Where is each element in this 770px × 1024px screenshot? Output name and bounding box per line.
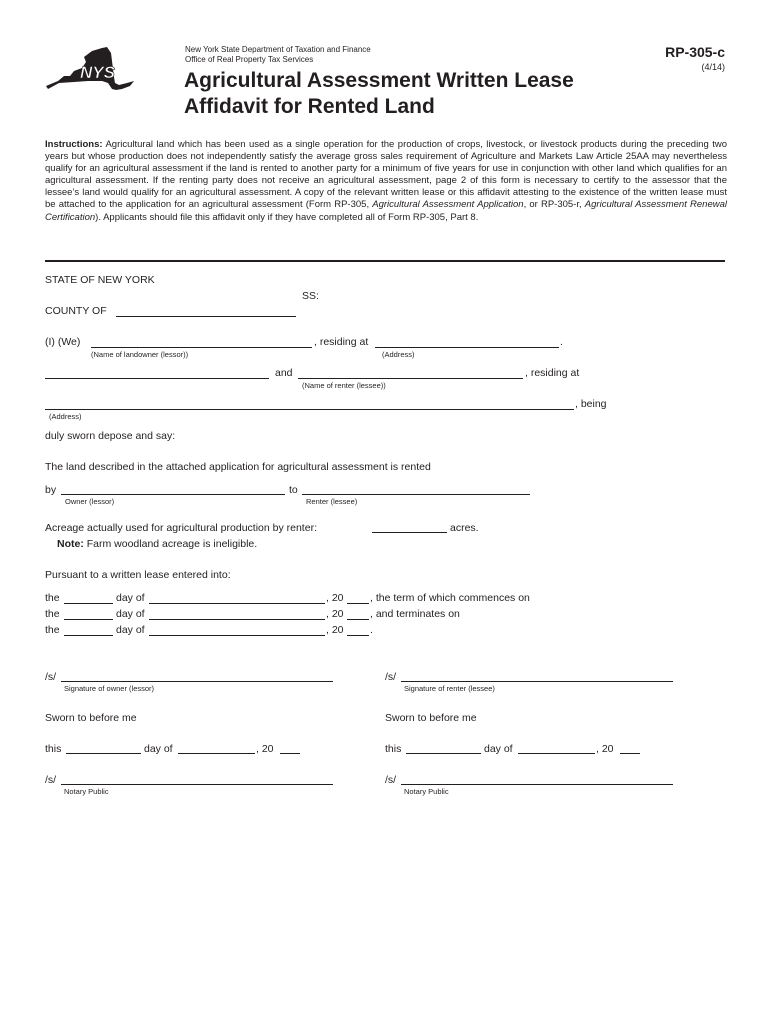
renter-notary-field[interactable] [401, 784, 673, 785]
owner-lessor-caption: Owner (lessor) [65, 497, 115, 506]
owner-sworn-day-field[interactable] [66, 753, 141, 754]
lease-row-2-year-field[interactable] [347, 619, 369, 620]
lease-row-3-suffix: . [370, 624, 373, 636]
agency-line-1: New York State Department of Taxation and Finance [185, 45, 371, 54]
form-title-line-2: Affidavit for Rented Land [184, 95, 435, 118]
instructions-italic-2: Agricultural Assessment Renewal Certification [45, 199, 727, 223]
lease-row-2-the: the [45, 608, 60, 620]
lease-row-1-year-field[interactable] [347, 603, 369, 604]
by-label: by [45, 484, 57, 496]
renter-sworn-label: Sworn to before me [385, 712, 477, 724]
lease-row-2-day-field[interactable] [64, 619, 113, 620]
landowner-name-caption: (Name of landowner (lessor)) [91, 350, 189, 359]
owner-signature-caption: Signature of owner (lessor) [64, 684, 155, 693]
note-text: Farm woodland acreage is ineligible. [83, 538, 258, 550]
form-number: RP-305-c [665, 44, 725, 60]
rental-statement: The land described in the attached application for agricultural assessment is rented [45, 461, 431, 473]
nys-logo [44, 45, 136, 97]
acres-label: acres. [450, 522, 479, 534]
lease-row-2-month-field[interactable] [149, 619, 325, 620]
instructions-text-2: , or RP-305-r, [523, 199, 585, 211]
lease-row-3-year-field[interactable] [347, 635, 369, 636]
renter-name-caption: (Name of renter (lessee)) [302, 381, 386, 390]
renter-lessee-caption: Renter (lessee) [306, 497, 358, 506]
instructions-text-3: ). Applicants should file this affidavit only if they have completed all of Form RP-305, Part 8. [95, 211, 479, 223]
lease-row-3-day-of: day of [116, 624, 145, 636]
landowner-name-field[interactable] [91, 347, 312, 348]
lease-row-1-day-field[interactable] [64, 603, 113, 604]
to-label: to [289, 484, 298, 496]
owner-signature-slash-s: /s/ [45, 671, 57, 683]
renter-lessee-field[interactable] [302, 494, 530, 495]
lease-row-1-year-prefix: , 20 [326, 592, 344, 604]
owner-signature-field[interactable] [61, 681, 333, 682]
owner-notary-field[interactable] [61, 784, 333, 785]
lease-row-1-the: the [45, 592, 60, 604]
and-label: and [275, 367, 293, 379]
i-we-label: (I) (We) [45, 336, 81, 348]
renter-day-of-label: day of [484, 743, 513, 755]
residing-at-label-2: , residing at [525, 367, 580, 379]
acreage-field[interactable] [372, 532, 447, 533]
renter-sworn-year-field[interactable] [620, 753, 640, 754]
residing-at-label: , residing at [314, 336, 369, 348]
owner-notary-caption: Notary Public [64, 787, 109, 796]
instructions-text-1: Agricultural land which has been used as a single operation for the production of crops, livestock, or livestock products during the preceding two years but whose production does not independently satisfy the average gross sales requirement of Agriculture and Markets Law Article 25AA may nevertheless qualify for an agricultural assessment if the land is rented to another party for a minimum of five years for use in conjunction with other land which qualifies for an agricultural assessment. If the renting party does not receive an agricultural assessment, page 2 of this form is necessary to certify to the assessor that the lessee’s land would qualify for an agricultural assessment. A copy of the relevant written lease or this affidavit attesting to the existence of the written lease must be attached to the application for an agricultural assessment (Form RP-305, [45, 139, 727, 211]
period-mark: . [560, 336, 563, 348]
owner-day-of-label: day of [144, 743, 173, 755]
owner-sworn-year-field[interactable] [280, 753, 300, 754]
owner-notary-slash-s: /s/ [45, 774, 57, 786]
note-label: Note: [57, 538, 84, 550]
lease-row-2-suffix: , and terminates on [370, 608, 460, 620]
renter-address-caption: (Address) [49, 412, 82, 421]
lease-row-3-month-field[interactable] [149, 635, 325, 636]
lease-row-2-year-prefix: , 20 [326, 608, 344, 620]
depose-text: duly sworn depose and say: [45, 430, 176, 442]
renter-signature-caption: Signature of renter (lessee) [404, 684, 495, 693]
county-label: COUNTY OF [45, 305, 107, 317]
ss-label: SS: [302, 290, 319, 302]
lease-intro: Pursuant to a written lease entered into: [45, 569, 231, 581]
landowner-name-field-2[interactable] [45, 378, 269, 379]
renter-address-field[interactable] [45, 409, 574, 410]
instructions-italic-1: Agricultural Assessment Application [372, 199, 524, 211]
renter-year-prefix: , 20 [596, 743, 614, 755]
owner-sworn-label: Sworn to before me [45, 712, 137, 724]
county-field[interactable] [116, 316, 296, 317]
owner-year-prefix: , 20 [256, 743, 274, 755]
agency-line-2: Office of Real Property Tax Services [185, 55, 314, 64]
renter-signature-field[interactable] [401, 681, 673, 682]
lease-row-2-day-of: day of [116, 608, 145, 620]
owner-lessor-field[interactable] [61, 494, 285, 495]
being-label: , being [575, 398, 607, 410]
owner-this-label: this [45, 743, 62, 755]
form-revision: (4/14) [701, 62, 725, 72]
renter-sworn-day-field[interactable] [406, 753, 481, 754]
acreage-label: Acreage actually used for agricultural production by renter: [45, 522, 317, 534]
instructions-label: Instructions: [45, 139, 103, 150]
lease-row-1-day-of: day of [116, 592, 145, 604]
landowner-address-field[interactable] [375, 347, 559, 348]
note [57, 538, 257, 550]
renter-this-label: this [385, 743, 402, 755]
section-divider [45, 260, 725, 262]
renter-notary-slash-s: /s/ [385, 774, 397, 786]
lease-row-3-the: the [45, 624, 60, 636]
renter-notary-caption: Notary Public [404, 787, 449, 796]
lease-row-1-month-field[interactable] [149, 603, 325, 604]
lease-row-1-suffix: , the term of which commences on [370, 592, 530, 604]
nys-logo-text: NYS [80, 63, 115, 82]
instructions-paragraph [45, 139, 727, 224]
renter-sworn-month-field[interactable] [518, 753, 595, 754]
state-label: STATE OF NEW YORK [45, 274, 155, 286]
landowner-address-caption: (Address) [382, 350, 415, 359]
lease-row-3-day-field[interactable] [64, 635, 113, 636]
owner-sworn-month-field[interactable] [178, 753, 255, 754]
renter-signature-slash-s: /s/ [385, 671, 397, 683]
lease-row-3-year-prefix: , 20 [326, 624, 344, 636]
renter-name-field[interactable] [298, 378, 523, 379]
form-title-line-1: Agricultural Assessment Written Lease [184, 69, 574, 92]
